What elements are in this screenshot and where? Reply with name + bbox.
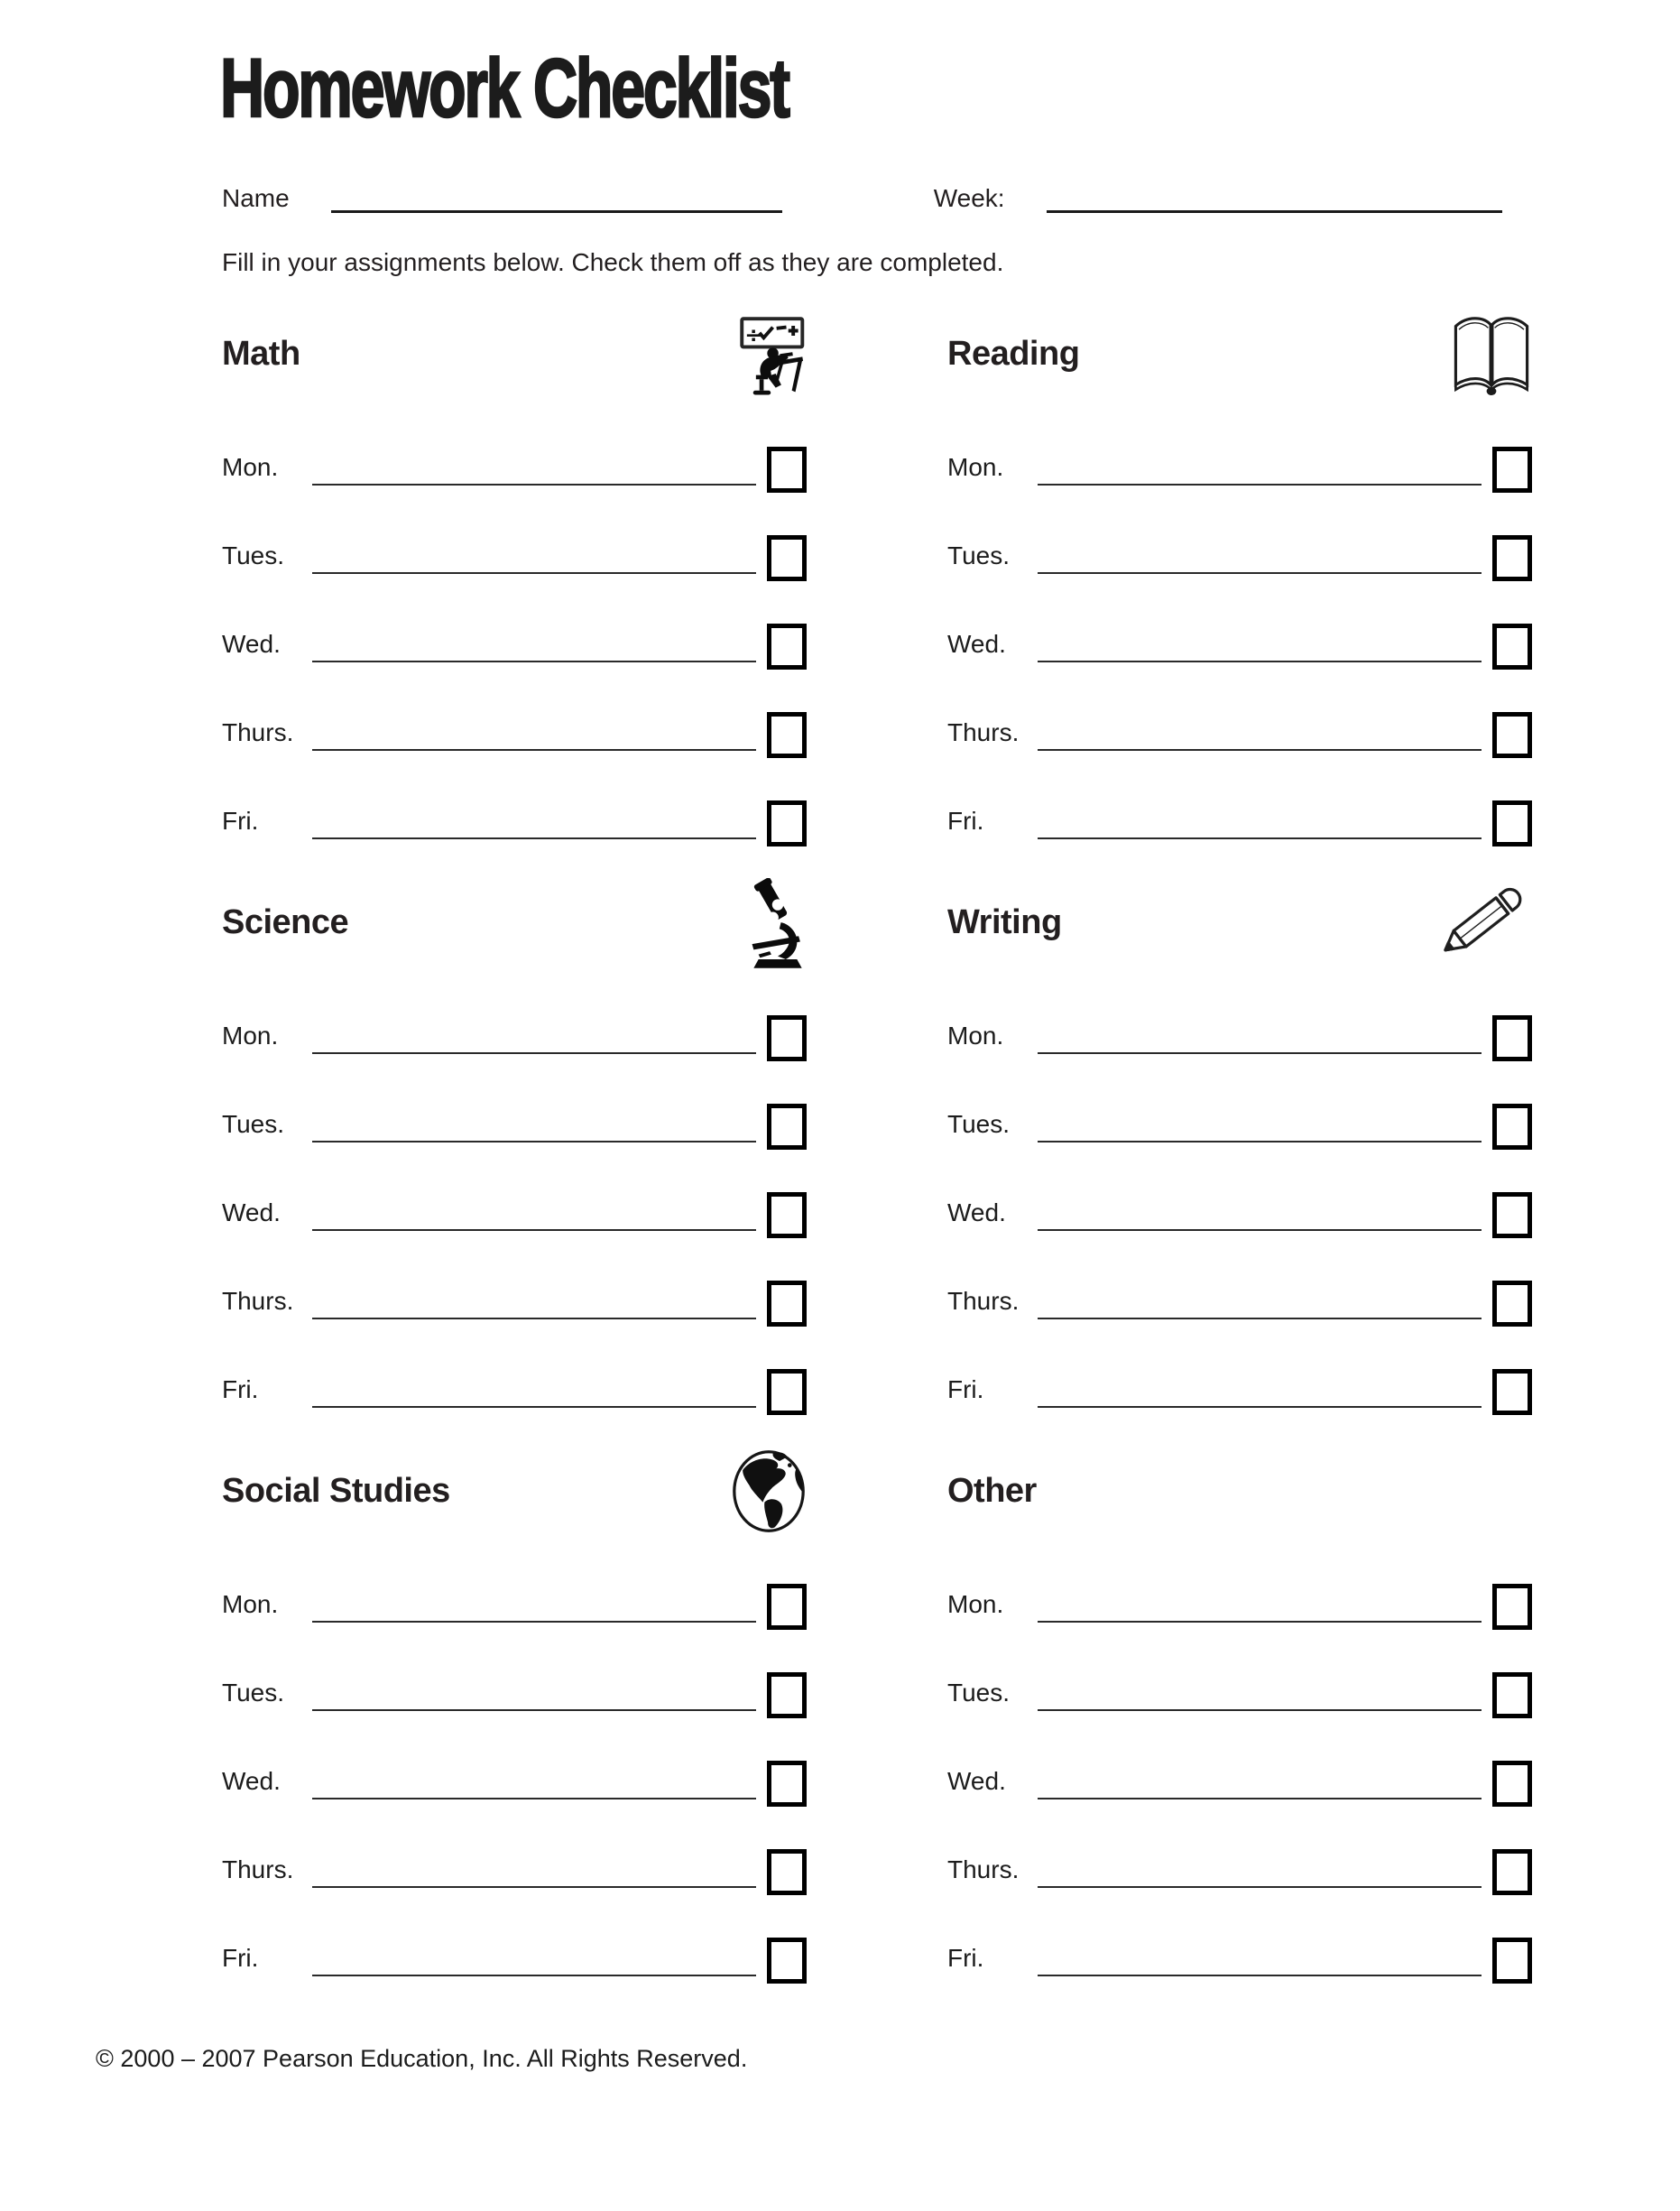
assignment-write-line[interactable] <box>312 661 756 662</box>
section-math <box>222 305 807 846</box>
pencil-icon <box>1427 876 1532 970</box>
day-label: Mon. <box>947 1021 1004 1050</box>
assignment-row <box>947 581 1532 670</box>
completion-checkbox[interactable] <box>767 800 807 846</box>
day-label: Wed. <box>947 1766 1006 1795</box>
day-label: Mon. <box>222 1021 279 1050</box>
completion-checkbox[interactable] <box>767 1938 807 1984</box>
assignment-row <box>947 404 1532 493</box>
svg-text:÷: ÷ <box>744 321 762 347</box>
completion-checkbox[interactable] <box>1492 1192 1532 1238</box>
assignment-write-line[interactable] <box>1038 1886 1482 1888</box>
open-book-icon <box>1451 311 1532 398</box>
section-title: Reading <box>947 335 1080 374</box>
completion-checkbox[interactable] <box>767 447 807 493</box>
section-header <box>947 305 1532 404</box>
completion-checkbox[interactable] <box>1492 1849 1532 1895</box>
assignment-write-line[interactable] <box>312 572 756 574</box>
day-label: Wed. <box>947 629 1006 658</box>
assignment-write-line[interactable] <box>1038 1052 1482 1054</box>
math-student-desk-icon <box>736 313 807 396</box>
section-rows <box>947 1541 1532 1984</box>
assignment-row <box>222 1718 807 1807</box>
assignment-write-line[interactable] <box>312 1141 756 1143</box>
section-header <box>947 874 1532 973</box>
week-label: Week: <box>933 184 1005 212</box>
completion-checkbox[interactable] <box>767 624 807 670</box>
section-other <box>947 1442 1532 1984</box>
assignment-row <box>947 1718 1532 1807</box>
day-label: Thurs. <box>222 1286 294 1315</box>
open-book-icon <box>1451 311 1532 398</box>
completion-checkbox[interactable] <box>1492 712 1532 758</box>
day-label: Fri. <box>947 806 984 835</box>
completion-checkbox[interactable] <box>1492 447 1532 493</box>
day-label: Mon. <box>222 1589 279 1618</box>
name-input-line[interactable] <box>331 210 782 213</box>
day-label: Wed. <box>222 1198 281 1226</box>
assignment-write-line[interactable] <box>1038 1975 1482 1976</box>
assignment-row <box>947 1238 1532 1327</box>
assignment-row <box>947 1061 1532 1150</box>
instruction-text: Fill in your assignments below. Check them off as they are completed. <box>222 248 1004 276</box>
day-label: Fri. <box>947 1374 984 1403</box>
assignment-row <box>947 973 1532 1061</box>
math-student-desk-icon <box>736 313 807 396</box>
assignment-row <box>222 973 807 1061</box>
section-header <box>222 1442 807 1541</box>
day-label: Fri. <box>222 1943 259 1972</box>
completion-checkbox[interactable] <box>767 1584 807 1630</box>
assignment-row <box>222 670 807 758</box>
section-rows <box>947 404 1532 846</box>
assignment-write-line[interactable] <box>1038 1318 1482 1319</box>
assignment-write-line[interactable] <box>312 1621 756 1623</box>
name-week-row <box>222 186 1680 213</box>
assignment-row <box>947 1541 1532 1630</box>
assignment-row <box>222 1807 807 1895</box>
section-title: Other <box>947 1472 1037 1511</box>
week-input-line[interactable] <box>1047 210 1502 213</box>
completion-checkbox[interactable] <box>1492 535 1532 581</box>
assignment-row <box>947 1630 1532 1718</box>
day-label: Fri. <box>222 806 259 835</box>
globe-americas-icon <box>731 1448 807 1534</box>
day-label: Thurs. <box>947 717 1020 746</box>
assignment-write-line[interactable] <box>1038 837 1482 839</box>
completion-checkbox[interactable] <box>767 1281 807 1327</box>
assignment-row <box>222 1895 807 1984</box>
assignment-write-line[interactable] <box>1038 1798 1482 1799</box>
assignment-write-line[interactable] <box>312 1975 756 1976</box>
assignment-row <box>222 1327 807 1415</box>
assignment-write-line[interactable] <box>312 1229 756 1231</box>
completion-checkbox[interactable] <box>767 712 807 758</box>
assignment-write-line[interactable] <box>312 1886 756 1888</box>
assignment-row <box>222 404 807 493</box>
assignment-row <box>947 1150 1532 1238</box>
assignment-row <box>222 1150 807 1238</box>
microscope-icon <box>749 878 807 968</box>
page-title: Homework Checklist <box>220 42 789 134</box>
section-science <box>222 874 807 1415</box>
day-label: Tues. <box>947 541 1010 569</box>
assignment-write-line[interactable] <box>1038 1141 1482 1143</box>
section-rows <box>222 973 807 1415</box>
assignment-write-line[interactable] <box>312 484 756 486</box>
completion-checkbox[interactable] <box>1492 624 1532 670</box>
assignment-write-line[interactable] <box>312 837 756 839</box>
day-label: Mon. <box>222 452 279 481</box>
assignment-row <box>947 670 1532 758</box>
assignment-row <box>947 493 1532 581</box>
assignment-row <box>947 1895 1532 1984</box>
completion-checkbox[interactable] <box>767 1369 807 1415</box>
day-label: Mon. <box>947 1589 1004 1618</box>
name-label: Name <box>222 184 290 212</box>
section-title: Writing <box>947 903 1062 942</box>
assignment-write-line[interactable] <box>1038 1229 1482 1231</box>
completion-checkbox[interactable] <box>767 1015 807 1061</box>
assignment-row <box>947 758 1532 846</box>
day-label: Thurs. <box>947 1286 1020 1315</box>
day-label: Wed. <box>222 629 281 658</box>
assignment-row <box>222 581 807 670</box>
section-reading <box>947 305 1532 846</box>
assignment-write-line[interactable] <box>312 1406 756 1408</box>
section-rows <box>222 404 807 846</box>
completion-checkbox[interactable] <box>1492 1761 1532 1807</box>
microscope-icon <box>749 878 807 968</box>
assignment-write-line[interactable] <box>1038 1406 1482 1408</box>
assignment-row <box>222 1541 807 1630</box>
assignment-row <box>222 758 807 846</box>
section-title: Math <box>222 335 300 374</box>
section-title: Social Studies <box>222 1472 450 1511</box>
section-rows <box>222 1541 807 1984</box>
assignment-write-line[interactable] <box>312 749 756 751</box>
completion-checkbox[interactable] <box>1492 1015 1532 1061</box>
assignment-write-line[interactable] <box>312 1798 756 1799</box>
assignment-row <box>222 1061 807 1150</box>
assignment-row <box>222 1238 807 1327</box>
completion-checkbox[interactable] <box>1492 800 1532 846</box>
section-writing <box>947 874 1532 1415</box>
day-label: Thurs. <box>222 1855 294 1883</box>
completion-checkbox[interactable] <box>1492 1281 1532 1327</box>
section-header <box>947 1442 1532 1541</box>
assignment-row <box>947 1807 1532 1895</box>
completion-checkbox[interactable] <box>1492 1104 1532 1150</box>
subject-sections-grid <box>222 305 1680 1984</box>
completion-checkbox[interactable] <box>767 1849 807 1895</box>
day-label: Fri. <box>947 1943 984 1972</box>
assignment-write-line[interactable] <box>1038 1621 1482 1623</box>
section-header <box>222 874 807 973</box>
day-label: Wed. <box>222 1766 281 1795</box>
assignment-write-line[interactable] <box>1038 1709 1482 1711</box>
completion-checkbox[interactable] <box>1492 1369 1532 1415</box>
day-label: Tues. <box>222 541 284 569</box>
section-social-studies <box>222 1442 807 1984</box>
assignment-write-line[interactable] <box>1038 572 1482 574</box>
day-label: Thurs. <box>947 1855 1020 1883</box>
assignment-write-line[interactable] <box>1038 749 1482 751</box>
completion-checkbox[interactable] <box>767 1192 807 1238</box>
completion-checkbox[interactable] <box>767 1104 807 1150</box>
completion-checkbox[interactable] <box>1492 1584 1532 1630</box>
completion-checkbox[interactable] <box>1492 1938 1532 1984</box>
assignment-row <box>947 1327 1532 1415</box>
completion-checkbox[interactable] <box>767 1672 807 1718</box>
assignment-write-line[interactable] <box>1038 661 1482 662</box>
section-rows <box>947 973 1532 1415</box>
day-label: Tues. <box>222 1109 284 1138</box>
day-label: Tues. <box>947 1109 1010 1138</box>
day-label: Thurs. <box>222 717 294 746</box>
assignment-write-line[interactable] <box>1038 484 1482 486</box>
globe-americas-icon <box>731 1448 807 1534</box>
copyright-text: © 2000 – 2007 Pearson Education, Inc. All Rights Reserved. <box>96 2044 748 2072</box>
assignment-row <box>222 1630 807 1718</box>
pencil-icon <box>1427 876 1532 970</box>
section-header <box>222 305 807 404</box>
day-label: Tues. <box>947 1678 1010 1707</box>
assignment-write-line[interactable] <box>312 1318 756 1319</box>
day-label: Tues. <box>222 1678 284 1707</box>
assignment-write-line[interactable] <box>312 1709 756 1711</box>
completion-checkbox[interactable] <box>767 535 807 581</box>
section-title: Science <box>222 903 349 942</box>
homework-checklist-page <box>0 42 1680 2211</box>
day-label: Fri. <box>222 1374 259 1403</box>
assignment-row <box>222 493 807 581</box>
completion-checkbox[interactable] <box>1492 1672 1532 1718</box>
assignment-write-line[interactable] <box>312 1052 756 1054</box>
day-label: Wed. <box>947 1198 1006 1226</box>
day-label: Mon. <box>947 452 1004 481</box>
completion-checkbox[interactable] <box>767 1761 807 1807</box>
